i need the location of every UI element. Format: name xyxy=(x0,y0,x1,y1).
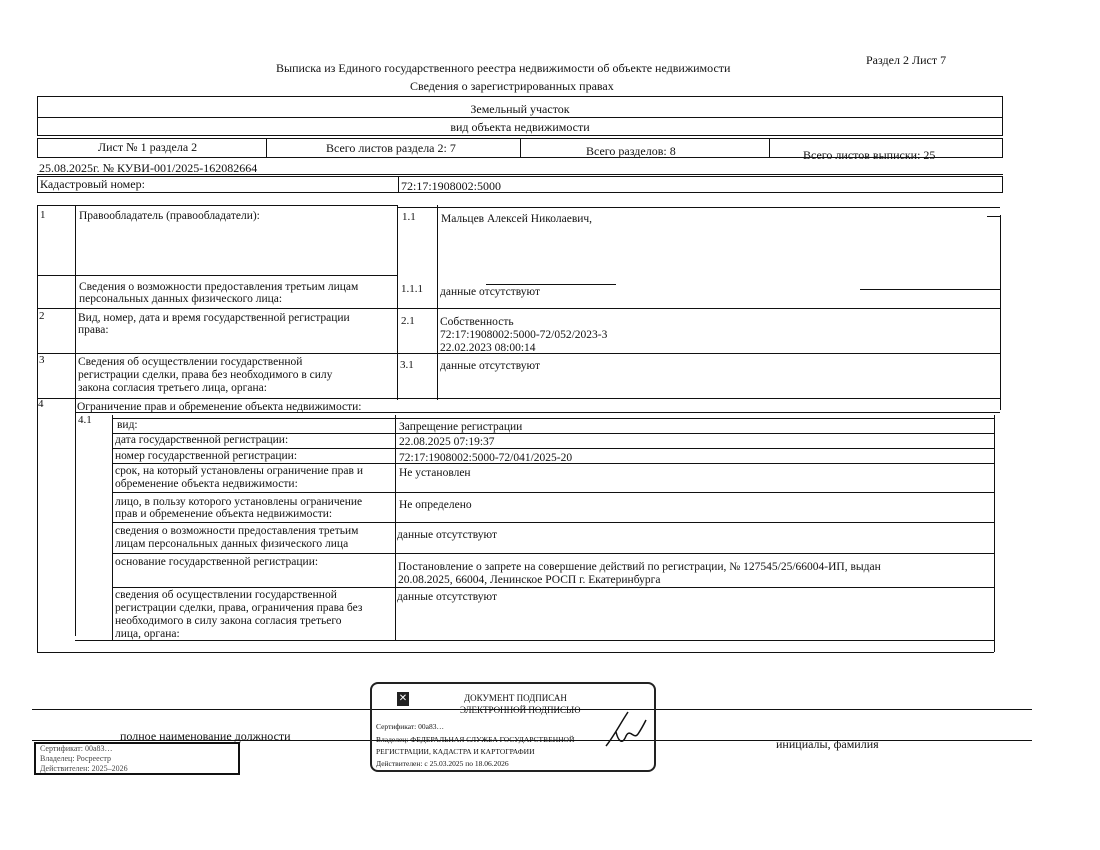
row3-sub: 3.1 xyxy=(400,359,414,371)
personal-data-label-line2: лицам персональных данных физического лица xyxy=(115,538,349,550)
object-type-caption: вид объекта недвижимости xyxy=(450,120,590,134)
term-value: Не установлен xyxy=(399,467,471,479)
row2-sub: 2.1 xyxy=(401,315,415,327)
row4-label: Ограничение прав и обременение объекта недвижимости: xyxy=(77,401,362,413)
row1-label: Правообладатель (правообладатели): xyxy=(79,210,260,222)
cadastral-number: 72:17:1908002:5000 xyxy=(401,179,502,193)
stamp-line4: Действителен: с 25.03.2025 по 18.06.2026 xyxy=(376,759,509,768)
stamp-title-line1: ДОКУМЕНТ ПОДПИСАН xyxy=(464,693,567,703)
document-title: Выписка из Единого государственного реестра недвижимости об объекте недвижимости xyxy=(276,61,731,75)
stamp-line1: Сертификат: 00a83… xyxy=(376,722,444,731)
left-box-line3: Действителен: 2025–2026 xyxy=(40,764,128,773)
personal-data-value: данные отсутствуют xyxy=(397,529,497,541)
right-type: Собственность xyxy=(440,316,514,328)
row1-1-sub: 1.1.1 xyxy=(401,283,423,295)
basis-label: основание государственной регистрации: xyxy=(115,556,319,568)
handwritten-signature xyxy=(600,706,650,750)
beneficiary-value: Не определено xyxy=(399,499,472,511)
extract-date-number: 25.08.2025г. № КУВИ-001/2025-162082664 xyxy=(39,161,258,175)
row1-1-label-line1: Сведения о возможности предоставления третьим лицам xyxy=(79,281,359,293)
left-box-line2: Владелец: Росреестр xyxy=(40,754,111,763)
right-registration-date: 22.02.2023 08:00:14 xyxy=(440,342,536,354)
total-extract-sheets: Всего листов выписки: 25 xyxy=(803,148,936,162)
number-value: 72:17:1908002:5000-72/041/2025-20 xyxy=(399,452,573,464)
stamp-title-line2: ЭЛЕКТРОННОЙ ПОДПИСЬЮ xyxy=(460,705,581,715)
consent-label-line4: лица, органа: xyxy=(115,628,180,640)
total-section-sheets: Всего листов раздела 2: 7 xyxy=(326,141,456,155)
initials-caption: инициалы, фамилия xyxy=(776,737,879,751)
personal-data-label-line1: сведения о возможности предоставления третьим xyxy=(115,525,359,537)
stamp-line2: Владелец: ФЕДЕРАЛЬНАЯ СЛУЖБА ГОСУДАРСТВЕННОЙ xyxy=(376,735,575,744)
position-caption: полное наименование должности xyxy=(120,729,291,743)
row3-label-line3: закона согласия третьего лица, органа: xyxy=(78,382,267,394)
consent-value: данные отсутствуют xyxy=(397,591,497,603)
row1-1-label-line2: персональных данных физического лица: xyxy=(79,293,283,305)
basis-value-line2: 20.08.2025, 66004, Ленинское РОСП г. Екатеринбурга xyxy=(398,574,661,586)
table-left-border xyxy=(37,205,38,652)
consent-label-line3: необходимого в силу закона согласия третьего xyxy=(115,615,342,627)
object-type: Земельный участок xyxy=(470,102,570,116)
kind-value: Запрещение регистрации xyxy=(399,421,523,433)
section-sheet-label: Раздел 2 Лист 7 xyxy=(866,53,947,67)
number-label: номер государственной регистрации: xyxy=(115,450,298,462)
kind-label: вид: xyxy=(117,419,138,431)
signature-emblem-icon: ✕ xyxy=(398,693,408,704)
consent-label-line2: регистрации сделки, права, ограничения права без xyxy=(115,602,363,614)
cadastral-row xyxy=(37,176,1003,193)
sheet-of-section: Лист № 1 раздела 2 xyxy=(98,140,198,154)
total-sections: Всего разделов: 8 xyxy=(586,144,676,158)
stamp-line3: РЕГИСТРАЦИИ, КАДАСТРА И КАРТОГРАФИИ xyxy=(376,747,535,756)
term-label-line2: обременение объекта недвижимости: xyxy=(115,478,298,490)
row3-value: данные отсутствуют xyxy=(440,360,540,372)
date-value: 22.08.2025 07:19:37 xyxy=(399,436,495,448)
row2-label-line1: Вид, номер, дата и время государственной регистрации xyxy=(78,312,350,324)
row3-label-line2: регистрации сделки, права без необходимого в силу xyxy=(78,369,333,381)
term-label-line1: срок, на который установлены ограничение прав и xyxy=(115,465,363,477)
basis-value-line1: Постановление о запрете на совершение действий по регистрации, № 127545/25/66004-ИП, выдан xyxy=(398,561,881,573)
row1-1-value: данные отсутствуют xyxy=(440,286,540,298)
right-registration-number: 72:17:1908002:5000-72/052/2023-3 xyxy=(440,329,608,341)
document-subtitle: Сведения о зарегистрированных правах xyxy=(410,79,614,93)
row2-number: 2 xyxy=(39,310,45,322)
beneficiary-label-line1: лицо, в пользу которого установлены ограничение xyxy=(115,496,363,508)
row1-number: 1 xyxy=(40,209,46,221)
row4-sub: 4.1 xyxy=(78,414,92,426)
cadastral-label: Кадастровый номер: xyxy=(40,177,145,191)
rightholder-name: Мальцев Алексей Николаевич, xyxy=(441,213,593,225)
row2-label-line2: права: xyxy=(78,324,109,336)
beneficiary-label-line2: прав и обременение объекта недвижимости: xyxy=(115,508,333,520)
consent-label-line1: сведения об осуществлении государственной xyxy=(115,589,337,601)
row1-sub: 1.1 xyxy=(402,211,416,223)
row3-number: 3 xyxy=(39,354,45,366)
row3-label-line1: Сведения об осуществлении государственной xyxy=(78,356,303,368)
row4-number: 4 xyxy=(38,398,44,410)
left-box-line1: Сертификат: 00a83… xyxy=(40,744,113,753)
date-label: дата государственной регистрации: xyxy=(115,434,289,446)
